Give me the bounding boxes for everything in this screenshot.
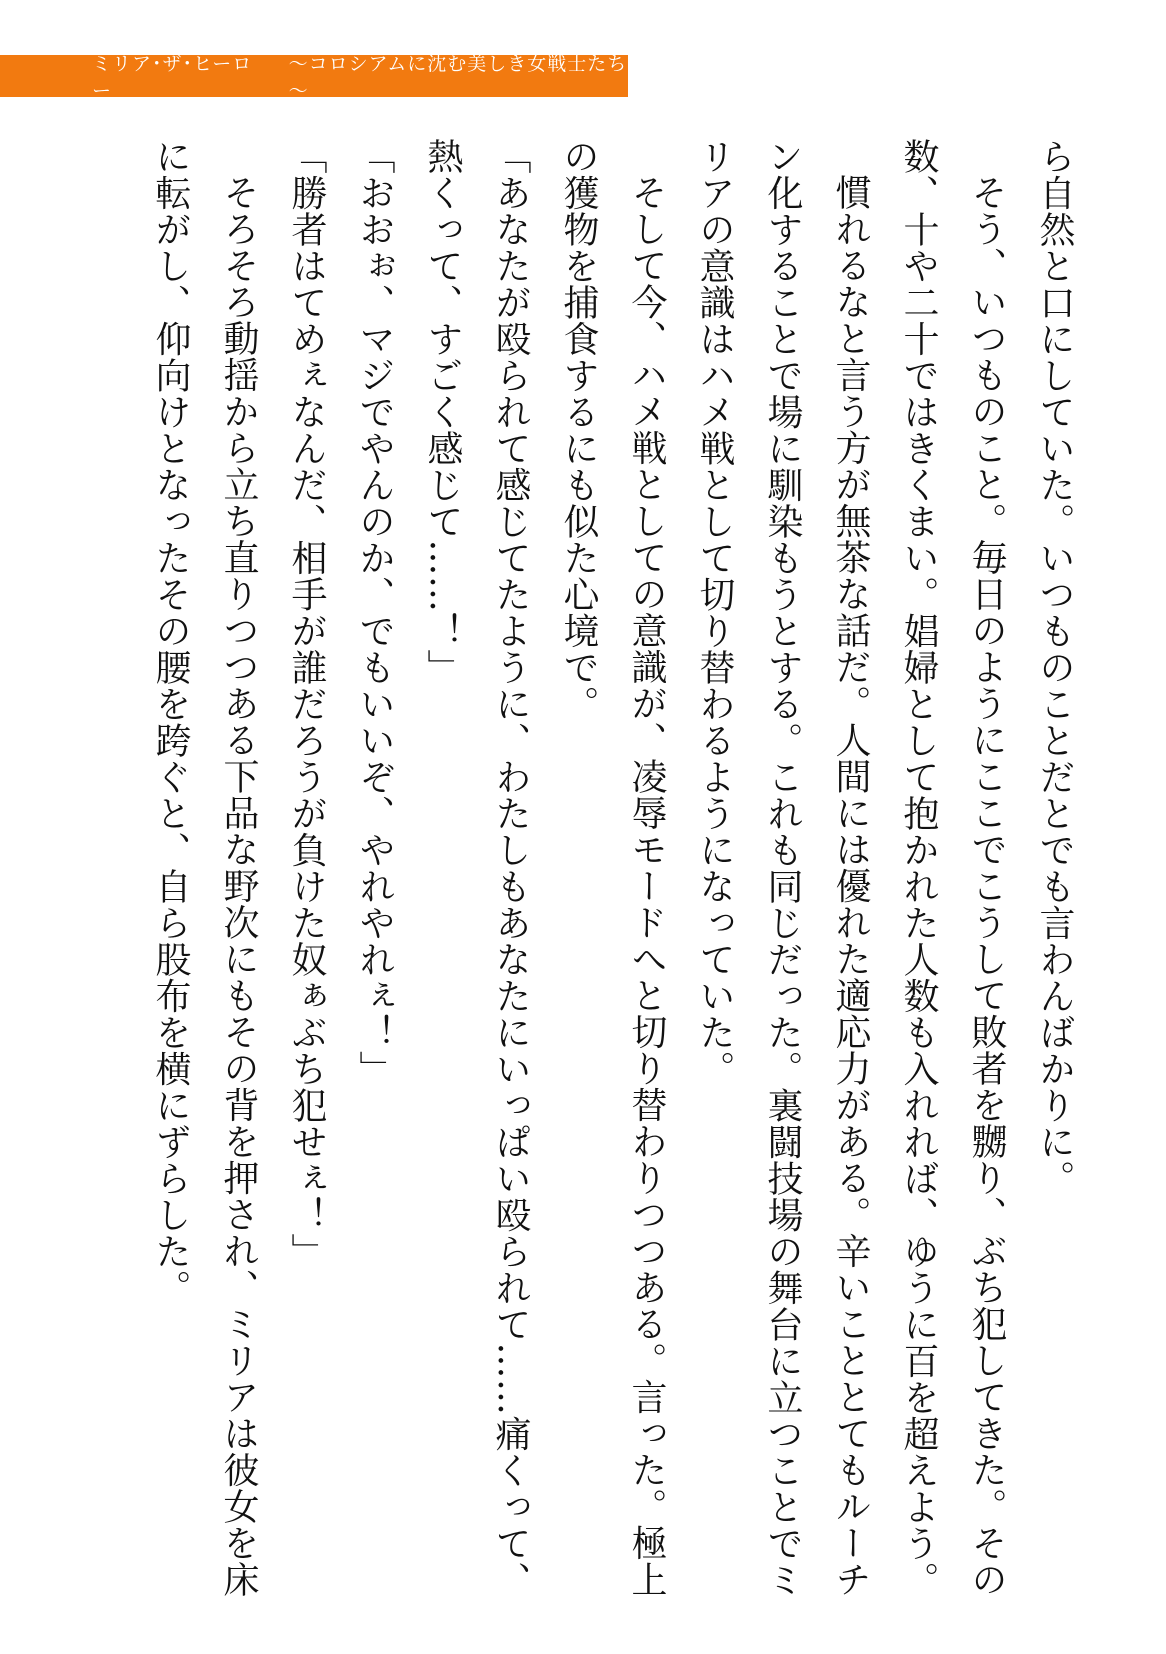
paragraph-2: そう、いつものこと。毎日のようにここでこうして敗者を嬲り、ぶち犯してきた。その数、十や二十ではきくまい。娼婦として抱かれた人数も入れれば、ゆうに百を超えよう。 bbox=[898, 138, 1007, 1598]
novel-body-text bbox=[78, 138, 1088, 1618]
book-title: ミリア･ザ･ヒーロー bbox=[92, 53, 253, 102]
paragraph-1: ら自然と口にしていた。いつものことだとでも言わんばかりに。 bbox=[1034, 138, 1075, 1197]
book-subtitle: ～コロシアムに沈む美しき女戦士たち～ bbox=[288, 53, 628, 102]
paragraph-5: そろそろ動揺から立ち直りつつある下品な野次にもその背を押され、ミリアは彼女を床に転がし、仰向けとなったその腰を跨ぐと、自ら股布を横にずらした。 bbox=[150, 138, 259, 1598]
dialogue-1: 「あなたが殴られて感じてたように、わたしもあなたにいっぱい殴られて……痛くって、熱くって、すごく感じて……！」 bbox=[422, 138, 531, 1598]
running-header bbox=[0, 53, 628, 102]
paragraph-3: 慣れるなと言う方が無茶な話だ。人間には優れた適応力がある。辛いこととてもルーチン化することで場に馴染もうとする。これも同じだった。裏闘技場の舞台に立つことでミリアの意識はハメ戦として切り替わるようになっていた。 bbox=[694, 138, 871, 1598]
dialogue-2: 「おおぉ、マジでやんのか、でもいいぞ、やれやれぇ！」 bbox=[354, 138, 395, 1087]
dialogue-3: 「勝者はてめぇなんだ、相手が誰だろうが負けた奴ぁぶち犯せぇ！」 bbox=[286, 138, 327, 1270]
paragraph-4: そして今、ハメ戦としての意識が、凌辱モードへと切り替わりつつある。言った。極上の獲物を捕食するにも似た心境で。 bbox=[558, 138, 667, 1598]
